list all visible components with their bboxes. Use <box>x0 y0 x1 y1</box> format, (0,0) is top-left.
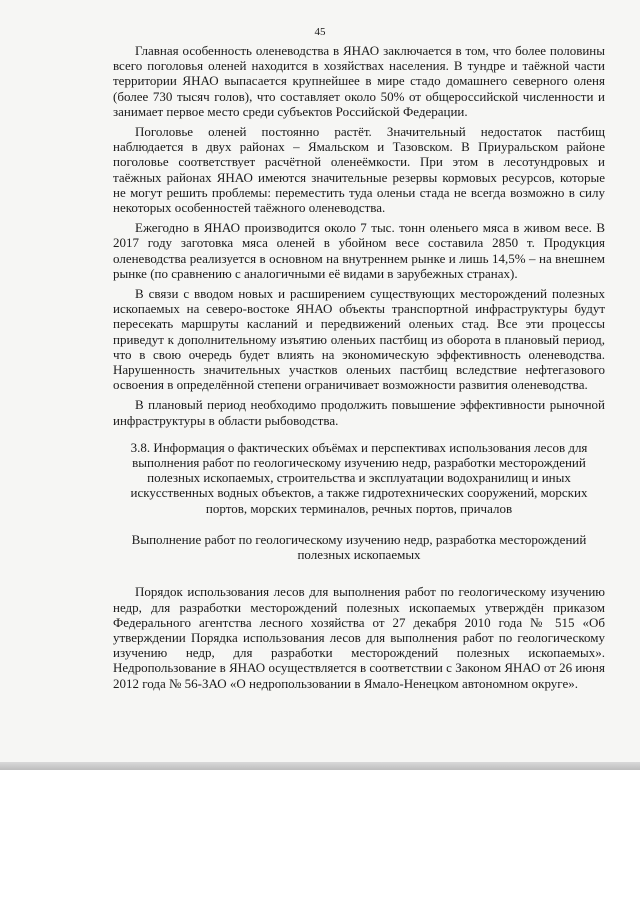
sub-heading: Выполнение работ по геологическому изучению недр, разработка месторождений полезных ископаемых <box>131 531 587 563</box>
paragraph-reindeer-features: Главная особенность оленеводства в ЯНАО заключается в том, что более половины всего поголовья оленей находится в хозяйствах населения. В тундре и таёжной части территории ЯНАО выпасается крупнейшее в мире стадо домашнего северного оленя (более 730 тысяч голов), что составляет около 50% от общероссийской численности и занимает первое место среди субъектов Российской Федерации. <box>113 43 605 119</box>
paragraph-planned-period: В плановый период необходимо продолжить повышение эффективности рыночной инфраструктуры в области рыбоводства. <box>113 397 605 428</box>
section-heading: 3.8. Информация о фактических объёмах и перспективах использования лесов для выполнения работ по геологическому изучению недр, разработки месторождений полезных ископаемых, строительства и эксплуатации водохранилищ и иных искусственных водных объектов, а также гидротехнических сооружений, морских портов, морских терминалов, речных портов, причалов <box>130 439 588 516</box>
document-body <box>113 43 605 696</box>
paragraph-livestock-growth: Поголовье оленей постоянно растёт. Значительный недостаток пастбищ наблюдается в двух районах – Ямальском и Тазовском. В Приуральском районе поголовье соответствует расчётной оленеёмкости. При этом в лесотундровых и таёжных районах ЯНАО имеются значительные резервы кормовых ресурсов, которые не могут решить проблемы: переместить туда оленьи стада не всегда возможно в силу некоторых особенностей таёжного оленеводства. <box>113 124 605 216</box>
paragraph-infrastructure-impact: В связи с вводом новых и расширением существующих месторождений полезных ископаемых на северо-востоке ЯНАО объекты транспортной инфраструктуры будут пересекать маршруты касланий и передвижений оленьих стад. Все эти процессы приведут к дополнительному изъятию оленьих пастбищ из оборота в плановый период, что в свою очередь будет влиять на экономическую эффективность оленеводства. Нарушенность значительных участков оленьих пастбищ вследствие нефтегазового освоения в определённой степени ограничивает возможности развития оленеводства. <box>113 286 605 393</box>
page-number: 45 <box>314 26 326 38</box>
scan-bottom-edge <box>0 762 640 770</box>
paragraph-meat-production: Ежегодно в ЯНАО производится около 7 тыс. тонн оленьего мяса в живом весе. В 2017 году заготовка мяса оленей в убойном весе составила 2850 т. Продукция оленеводства реализуется в основном на внутреннем рынке и лишь 14,5% – на внешнем рынке (по сравнению с аналогичными её видами в зарубежных странах). <box>113 220 605 281</box>
paragraph-subsoil-procedure: Порядок использования лесов для выполнения работ по геологическому изучению недр, для разработки месторождений полезных ископаемых утверждён приказом Федерального агентства лесного хозяйства от 27 декабря 2010 года № 515 «Об утверждении Порядка использования лесов для выполнения работ по геологическому изучению недр, для разработки месторождений полезных ископаемых». Недропользование в ЯНАО осуществляется в соответствии с Законом ЯНАО от 26 июня 2012 года № 56-ЗАО «О недропользовании в Ямало-Ненецком автономном округе». <box>113 584 605 691</box>
